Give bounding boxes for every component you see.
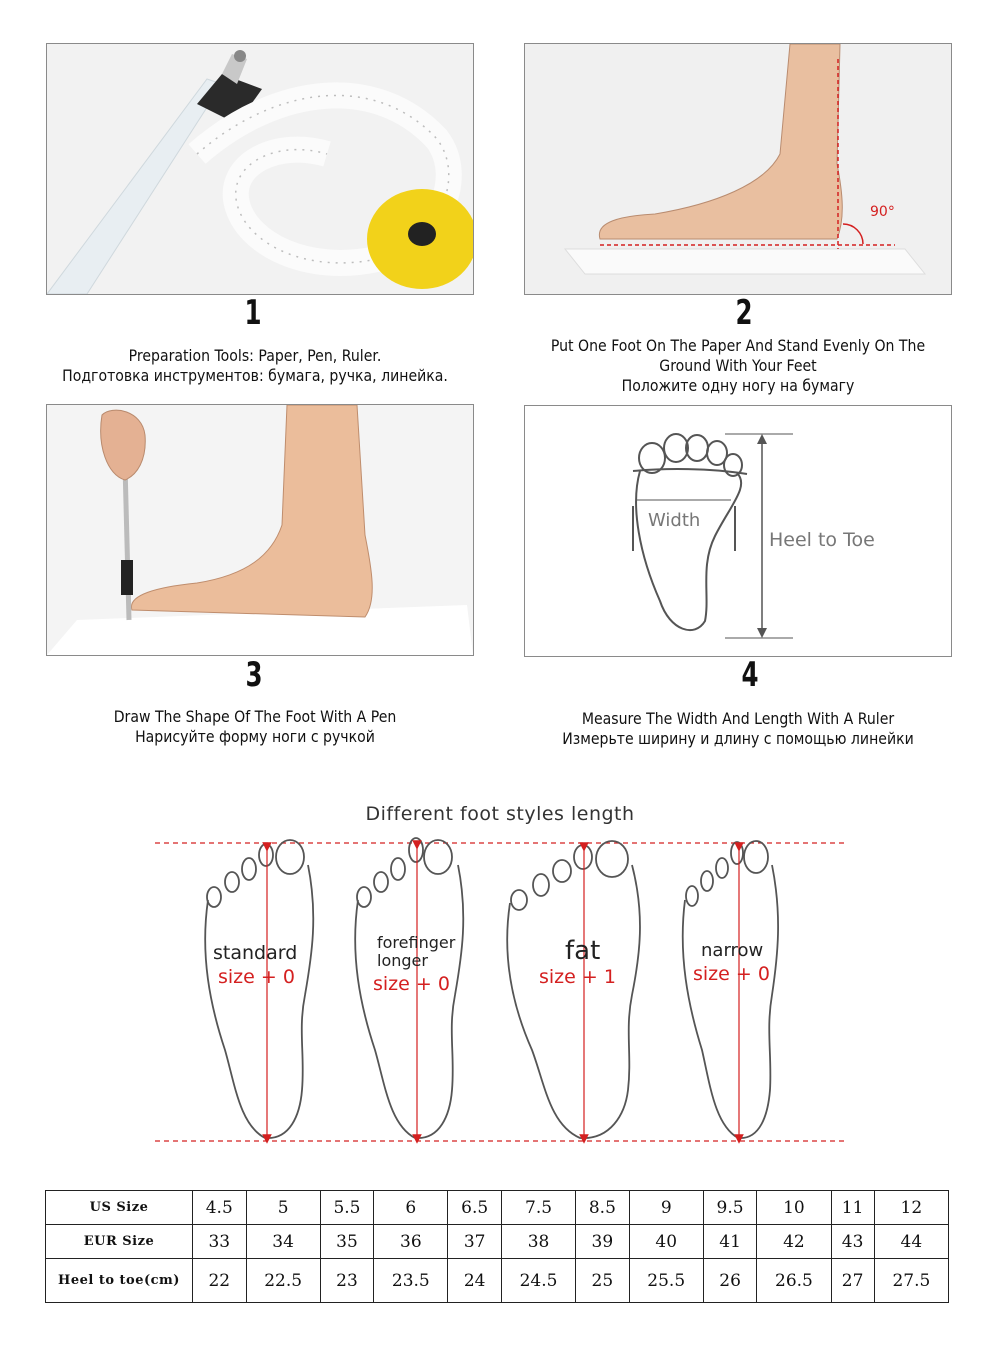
foot-style-name: standard xyxy=(213,942,298,964)
size-table xyxy=(45,1190,949,1303)
step-caption-4 xyxy=(518,709,958,749)
caption-line: Draw The Shape Of The Foot With A Pen xyxy=(113,707,397,726)
table-cell: 26.5 xyxy=(757,1259,831,1303)
foot-style-size: size + 0 xyxy=(693,963,770,985)
caption-line: Ground With Your Feet xyxy=(659,356,817,375)
foot-styles-diagram xyxy=(150,835,850,1150)
caption-line: Put One Foot On The Paper And Stand Evenly On The xyxy=(550,336,926,355)
step-caption-1 xyxy=(57,346,453,386)
foot-style-size: size + 1 xyxy=(539,966,616,988)
table-cell: 12 xyxy=(874,1191,948,1225)
angle-label: 90° xyxy=(870,204,895,220)
row-header: Heel to toe(cm) xyxy=(46,1259,193,1303)
photo-tools xyxy=(46,43,474,295)
table-row-heel-to-toe xyxy=(46,1259,949,1303)
foot-style-name-2: longer xyxy=(377,951,428,970)
row-header: EUR Size xyxy=(46,1225,193,1259)
table-cell: 22 xyxy=(193,1259,247,1303)
table-cell: 44 xyxy=(874,1225,948,1259)
caption-line: Нарисуйте форму ноги с ручкой xyxy=(135,727,375,746)
table-cell: 10 xyxy=(757,1191,831,1225)
length-label: Heel to Toe xyxy=(769,529,875,551)
table-cell: 6 xyxy=(374,1191,448,1225)
photo-foot-on-paper xyxy=(524,43,952,295)
table-cell: 24.5 xyxy=(501,1259,575,1303)
foot-style-name: fat xyxy=(565,936,601,966)
table-cell: 37 xyxy=(448,1225,502,1259)
caption-line: Подготовка инструментов: бумага, ручка, линейка. xyxy=(62,366,448,385)
table-cell: 41 xyxy=(703,1225,757,1259)
caption-line: Preparation Tools: Paper, Pen, Ruler. xyxy=(128,346,382,365)
table-cell: 11 xyxy=(831,1191,874,1225)
table-cell: 40 xyxy=(629,1225,703,1259)
foot-narrow xyxy=(683,841,778,1138)
table-cell: 6.5 xyxy=(448,1191,502,1225)
draw-foot-illustration xyxy=(47,405,473,655)
table-cell: 38 xyxy=(501,1225,575,1259)
foot-style-size: size + 0 xyxy=(218,966,295,988)
table-cell: 42 xyxy=(757,1225,831,1259)
foot-fat xyxy=(507,841,640,1138)
table-cell: 36 xyxy=(374,1225,448,1259)
tools-illustration xyxy=(47,44,473,294)
table-cell: 23.5 xyxy=(374,1259,448,1303)
table-cell: 9.5 xyxy=(703,1191,757,1225)
table-cell: 26 xyxy=(703,1259,757,1303)
photo-draw-foot xyxy=(46,404,474,656)
step-number-3: 3 xyxy=(245,655,263,695)
table-cell: 23 xyxy=(320,1259,374,1303)
caption-line: Измерьте ширину и длину с помощью линейки xyxy=(562,729,914,748)
foot-styles-title: Different foot styles length xyxy=(365,803,635,825)
table-cell: 8.5 xyxy=(576,1191,630,1225)
step-caption-2 xyxy=(518,336,958,396)
table-cell: 4.5 xyxy=(193,1191,247,1225)
table-cell: 43 xyxy=(831,1225,874,1259)
width-label: Width xyxy=(648,510,701,531)
table-cell: 22.5 xyxy=(246,1259,320,1303)
table-cell: 5 xyxy=(246,1191,320,1225)
diagram-measure xyxy=(524,405,952,657)
row-header: US Size xyxy=(46,1191,193,1225)
step-caption-3 xyxy=(57,707,453,747)
table-cell: 25 xyxy=(576,1259,630,1303)
foot-standard xyxy=(205,840,313,1138)
table-cell: 24 xyxy=(448,1259,502,1303)
table-cell: 25.5 xyxy=(629,1259,703,1303)
step-number-4: 4 xyxy=(741,655,759,695)
table-cell: 27 xyxy=(831,1259,874,1303)
table-cell: 34 xyxy=(246,1225,320,1259)
table-cell: 7.5 xyxy=(501,1191,575,1225)
foot-style-name: narrow xyxy=(701,940,764,961)
step-number-2: 2 xyxy=(735,293,753,333)
table-cell: 39 xyxy=(576,1225,630,1259)
foot-style-name: forefinger xyxy=(377,933,456,952)
table-row-us xyxy=(46,1191,949,1225)
table-cell: 9 xyxy=(629,1191,703,1225)
step-number-1: 1 xyxy=(244,293,262,333)
caption-line: Measure The Width And Length With A Ruler xyxy=(581,709,895,728)
foot-outline-diagram xyxy=(525,406,951,656)
table-cell: 5.5 xyxy=(320,1191,374,1225)
table-cell: 35 xyxy=(320,1225,374,1259)
table-cell: 33 xyxy=(193,1225,247,1259)
foot-side-illustration xyxy=(525,44,951,294)
table-row-eur xyxy=(46,1225,949,1259)
table-cell: 27.5 xyxy=(874,1259,948,1303)
foot-style-size: size + 0 xyxy=(373,973,450,995)
caption-line: Положите одну ногу на бумагу xyxy=(621,376,855,395)
